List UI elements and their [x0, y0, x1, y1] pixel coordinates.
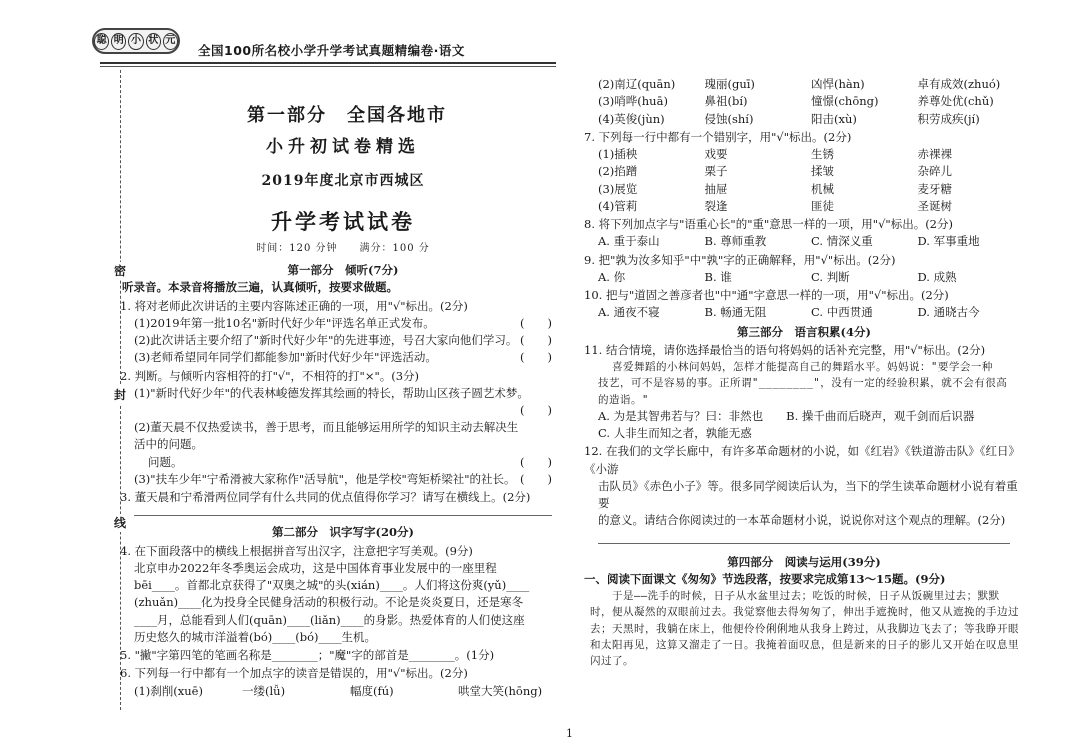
- reading-passage-line: 去；天黑时，我躺在床上，他便伶伶俐俐地从我身上跨过，从我脚边飞去了；等我睁开眼: [590, 622, 1019, 635]
- q10-option-a[interactable]: A. 通夜不寝: [598, 305, 660, 320]
- question-12: 12. 在我们的文学长廊中，有许多革命题材的小说，如《红岩》《铁道游击队》《红日》《小游: [584, 444, 1020, 476]
- answer-paren[interactable]: ( ): [520, 471, 552, 486]
- q8-option-d[interactable]: D. 军事重地: [917, 234, 980, 249]
- q9-option-c[interactable]: C. 判断: [811, 269, 850, 284]
- q7-item: 麦牙糖: [917, 181, 952, 196]
- q6-row: [584, 93, 1024, 110]
- q2-option-text: (3)"扶车少年"宁希滑被大家称作"活导航"，他是学校"弯矩桥梁社"的社长。: [134, 471, 516, 486]
- reading-passage-line: 于是——洗手的时候，日子从水盆里过去；吃饭的时候，日子从饭碗里过去；默默: [612, 590, 1000, 603]
- q10-options: [584, 304, 1024, 321]
- q6-item: (3)哨哗(huā): [598, 94, 668, 109]
- q7-item: (3)展览: [598, 181, 638, 196]
- q6-row: [584, 76, 1024, 93]
- exam-year-region: 2019年度北京市西城区: [261, 172, 425, 189]
- q8-option-c[interactable]: C. 情深义重: [811, 234, 873, 249]
- question-7: 7. 下列每一行中都有一个错别字，用"√"标出。(2分): [584, 129, 852, 144]
- q7-item: 裂逢: [704, 198, 728, 213]
- q7-item: 戏要: [704, 147, 728, 161]
- question-4: 4. 在下面段落中的横线上根据拼音写出汉字，注意把字写美观。(9分): [120, 543, 473, 558]
- q11-options[interactable]: C. 人非生而知之者，孰能无惑: [598, 426, 752, 441]
- q6-item: 阳击(xù): [811, 111, 857, 126]
- q4-line: bēi____。首都北京获得了"双奥之城"的头(xián)____。人们将这份爽(yǔ)____: [134, 578, 530, 592]
- listening-instruction: 听录音。本录音将播放三遍，认真倾听，按要求做题。: [122, 280, 398, 295]
- q9-option-a[interactable]: A. 你: [598, 269, 626, 284]
- question-8: 8. 将下列加点字与"语重心长"的"重"意思一样的一项，用"√"标出。(2分): [584, 217, 953, 231]
- q4-line: 北京申办2022年冬季奥运会成功，这是中国体育事业发展中的一座里程: [134, 560, 497, 575]
- q6-item: 积劳成疾(jí): [917, 111, 980, 126]
- question-1: 1. 将对老师此次讲话的主要内容陈述正确的一项，用"√"标出。(2分): [120, 298, 468, 313]
- q6-item: 幅度(fú): [350, 683, 394, 698]
- q6-item: 卓有成效(zhuó): [917, 77, 1001, 91]
- q11-passage-line: 技艺，可不是容易的事。正所谓"________"，没有一定的经验积累，就不会有很高: [598, 377, 1008, 390]
- q4-line: 历史悠久的城市洋溢着(bó)____(bó)____生机。: [134, 629, 377, 644]
- q2-option-cont: [120, 454, 566, 471]
- q7-item: 机械: [811, 181, 834, 196]
- question-9: 9. 把"孰为汝多知乎"中"孰"字的正确解释，用"√"标出。(2分): [584, 252, 896, 267]
- part-title: 第一部分 全国各地市: [247, 105, 447, 126]
- q8-options: [584, 233, 1024, 250]
- question-12-cont: 的意义。请结合你阅读过的一本革命题材小说，说说你对这个观点的理解。(2分): [598, 513, 1006, 528]
- q10-option-d[interactable]: D. 通晓古今: [917, 305, 980, 320]
- right-column: [584, 76, 1024, 669]
- brand-logo: [92, 28, 180, 54]
- q8-option-a[interactable]: A. 重于泰山: [598, 234, 660, 249]
- q6-item: 凶悍(hàn): [811, 77, 865, 91]
- answer-paren[interactable]: ( ): [520, 333, 552, 347]
- part3-heading: 第三部分 语言积累(4分): [737, 324, 871, 339]
- header-divider: [100, 62, 556, 64]
- answer-paren[interactable]: ( ): [520, 315, 552, 330]
- q6-item: 瑰丽(guī): [704, 77, 755, 91]
- q6-item: (4)英俊(jùn): [598, 111, 665, 126]
- logo-char: 元: [163, 33, 178, 50]
- q7-row: [584, 146, 1024, 163]
- exam-title: 升学考试试卷: [271, 208, 415, 234]
- q1-option: [120, 332, 566, 349]
- q7-item: 赤裸裸: [917, 147, 952, 161]
- q7-row: [584, 181, 1024, 198]
- q2-option: (1)"新时代好少年"的代表林峻德发挥其绘画的特长，帮助山区孩子圆艺术梦。: [134, 385, 529, 400]
- q9-options: [584, 269, 1024, 286]
- answer-paren[interactable]: ( ): [520, 403, 552, 417]
- q7-item: 杂碎儿: [917, 164, 952, 179]
- page-header: [0, 0, 1080, 62]
- q7-row: [584, 198, 1024, 215]
- q7-item: (1)插秧: [598, 147, 638, 161]
- question-10: 10. 把与"道固之善彦者也"中"通"字意思一样的一项，用"√"标出。(2分): [584, 288, 949, 302]
- answer-paren[interactable]: ( ): [520, 454, 552, 469]
- q6-row: [120, 683, 566, 700]
- logo-char: 聪: [94, 33, 109, 50]
- answer-paren[interactable]: ( ): [520, 350, 552, 365]
- q11-passage-line: 喜爱舞蹈的小林问妈妈，怎样才能提高自己的舞蹈水平。妈妈说："要学会一种: [612, 361, 993, 373]
- question-6: 6. 下列每一行中都有一个加点字的读音是错误的，用"√"标出。(2分): [120, 666, 468, 681]
- q6-item: (1)刹削(xuē): [134, 683, 203, 698]
- q6-item: 养尊处优(chǔ): [917, 94, 994, 109]
- q2-option: [120, 471, 566, 488]
- q9-option-b[interactable]: B. 谁: [704, 269, 732, 284]
- question-2: 2. 判断。与倾听内容相符的打"√"，不相符的打"×"。(3分): [120, 368, 420, 383]
- answer-line[interactable]: [134, 506, 552, 516]
- q7-row: [584, 163, 1024, 180]
- q1-option: [120, 315, 566, 332]
- exam-meta: 时间：120 分钟 满分：100 分: [256, 243, 430, 254]
- q2-option-answer-row: [120, 402, 566, 419]
- q1-option: [120, 349, 566, 366]
- q6-item: 憧憬(chōng): [811, 94, 879, 109]
- q6-item: 一缕(lǚ): [242, 683, 286, 698]
- q4-line: ____月，总能看到人们(quān)____(liǎn)____的身影。热爱体育的人们使这座: [134, 612, 525, 627]
- part1-heading: 第一部分 倾听(7分): [287, 263, 399, 277]
- header-divider-thin: [100, 66, 556, 67]
- question-3: 3. 董天晨和宁希滑两位同学有什么共同的优点值得你学习？请写在横线上。(2分): [120, 490, 531, 504]
- q1-option-text: (3)老师希望同年同学们都能参加"新时代好少年"评选活动。: [134, 350, 437, 365]
- question-12-cont: 击队员》《赤色小子》等。很多同学阅读后认为，当下的学生读革命题材小说有着重要: [598, 478, 1018, 511]
- q6-item: 哄堂大笑(hōng): [458, 683, 543, 698]
- binding-label-seal: 密: [113, 264, 126, 278]
- q6-item: 侵蚀(shí): [704, 111, 754, 126]
- part2-heading: 第二部分 识字写字(20分): [272, 525, 414, 540]
- q7-item: (4)管莉: [598, 198, 638, 213]
- q11-options[interactable]: A. 为是其智弗若与？曰：非然也 B. 操千曲而后晓声，观千剑而后识器: [598, 408, 975, 423]
- part4-heading: 第四部分 阅读与运用(39分): [727, 554, 881, 569]
- q11-passage-line: 的造诣。": [598, 393, 649, 406]
- logo-char: 明: [111, 33, 126, 50]
- q4-line: (zhuǎn)____化为投身全民健身活动的积极行动。不论是炎炎夏日，还是寒冬: [134, 595, 524, 610]
- q2-option: (2)董天晨不仅热爱读书，善于思考，而且能够运用所学的知识主动去解决生活中的问题。: [134, 420, 519, 452]
- q7-item: 栗子: [704, 164, 728, 179]
- binding-label-line: 线: [113, 516, 126, 530]
- q7-item: 揉皱: [811, 164, 834, 179]
- q7-item: 抽屉: [704, 181, 728, 196]
- section-title: 小升初试卷精选: [266, 137, 420, 157]
- q10-option-c[interactable]: C. 中西贯通: [811, 305, 873, 320]
- q8-option-b[interactable]: B. 尊师重教: [704, 234, 767, 249]
- reading-passage-line: 闪过了。: [590, 655, 634, 668]
- logo-char: 小: [128, 33, 143, 50]
- logo-char: 状: [146, 33, 161, 50]
- q10-option-b[interactable]: B. 畅通无阻: [704, 305, 767, 320]
- q2-cont-text: 问题。: [148, 454, 183, 469]
- q7-item: (2)掐蹭: [598, 164, 638, 179]
- q1-option-text: (1)2019年第一批10名"新时代好少年"评选名单正式发布。: [134, 315, 435, 330]
- binding-label-close: 封: [113, 388, 126, 402]
- question-5: 5. "撇"字第四笔的笔画名称是________；"魔"字的部首是________。(1分): [120, 648, 495, 662]
- q7-item: 圣诞树: [917, 198, 952, 213]
- q6-row: [584, 111, 1024, 128]
- reading-passage-line: 和太阳再见，这算又溜走了一日。我掩着面叹息，但是新来的日子的影儿又开始在叹息里: [590, 638, 1019, 651]
- q6-item: (2)南辽(quān): [598, 77, 676, 91]
- page-number: 1: [566, 727, 573, 740]
- q1-option-text: (2)此次讲话主要介绍了"新时代好少年"的先进事迹，号召大家向他们学习。: [134, 333, 518, 347]
- q6-item: 鼻祖(bí): [704, 94, 748, 109]
- answer-line[interactable]: [598, 530, 1010, 544]
- q7-item: 生锈: [811, 147, 834, 161]
- question-11: 11. 结合情境，请你选择最恰当的语句将妈妈的话补充完整，用"√"标出。(2分): [584, 342, 986, 357]
- q9-option-d[interactable]: D. 成熟: [917, 269, 957, 284]
- left-column: [120, 70, 566, 700]
- series-title: 全国100所名校小学升学考试真题精编卷·语文: [198, 43, 465, 58]
- q7-item: 匪徒: [811, 198, 834, 213]
- reading-passage-line: 时，便从凝然的双眼前过去。我觉察他去得匆匆了，伸出手遮挽时，他又从遮挽的手边过: [590, 606, 1019, 619]
- reading-instruction: 一、阅读下面课文《匆匆》节选段落，按要求完成第13～15题。(9分): [584, 571, 946, 586]
